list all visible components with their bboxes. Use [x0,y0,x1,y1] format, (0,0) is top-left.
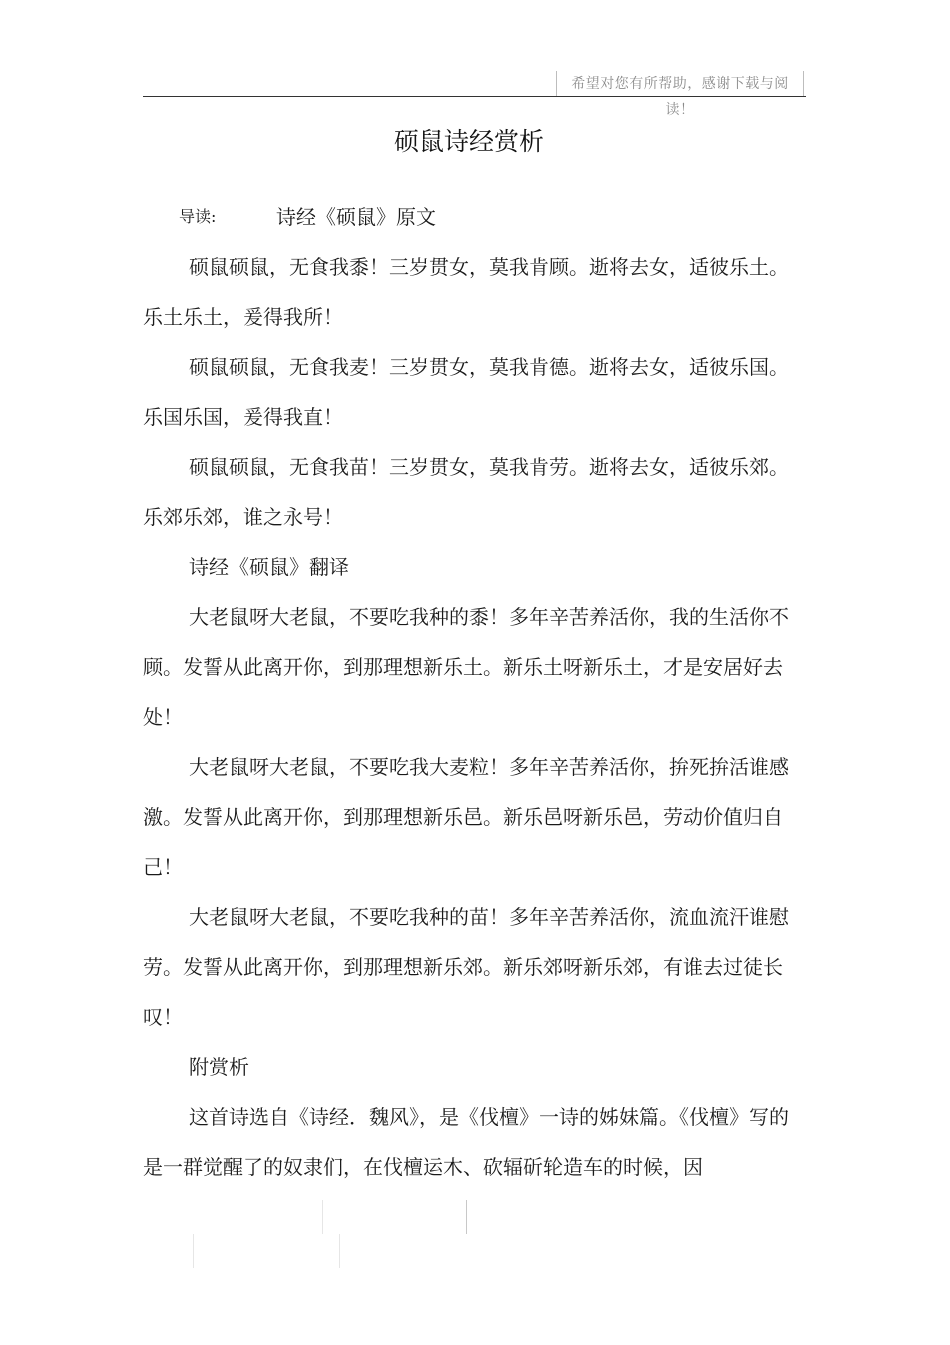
translation-stanza-2: 大老鼠呀大老鼠，不要吃我大麦粒！多年辛苦养活你，拚死拚活谁感激。发誓从此离开你，到那理想新乐邑。新乐邑呀新乐邑，劳动价值归自己！ [143,755,789,879]
translation-stanza-1: 大老鼠呀大老鼠，不要吃我种的黍！多年辛苦养活你，我的生活你不顾。发誓从此离开你，到那理想新乐土。新乐土呀新乐土，才是安居好去处！ [143,605,789,729]
scan-artifact-line [339,1234,340,1268]
scan-artifact-line [322,1200,323,1234]
header-rule [143,96,806,97]
lead-label: 导读: [179,207,217,226]
appreciation-paragraph: 这首诗选自《诗经．魏风》，是《伐檀》一诗的姊妹篇。《伐檀》写的是一群觉醒了的奴隶们，在伐檀运木、砍辐斫轮造车的时候，因 [143,1105,789,1179]
poem-stanza-1: 硕鼠硕鼠，无食我黍！三岁贯女，莫我肯顾。逝将去女，适彼乐土。乐土乐土，爰得我所！ [143,255,789,329]
appreciation-heading: 附赏析 [189,1055,249,1079]
translation-heading: 诗经《硕鼠》翻译 [189,555,349,579]
poem-stanza-2: 硕鼠硕鼠，无食我麦！三岁贯女，莫我肯德。逝将去女，适彼乐国。乐国乐国，爰得我直！ [143,355,789,429]
translation-stanza-3: 大老鼠呀大老鼠，不要吃我种的苗！多年辛苦养活你，流血流汗谁慰劳。发誓从此离开你，到那理想新乐郊。新乐郊呀新乐郊，有谁去过徒长叹！ [143,905,789,1029]
document-title: 硕鼠诗经赏析 [393,127,544,156]
scan-artifact-line [466,1200,467,1234]
lead-text: 诗经《硕鼠》原文 [276,205,436,229]
scan-artifact-line [193,1234,194,1268]
lead-line [143,192,798,242]
poem-stanza-3: 硕鼠硕鼠，无食我苗！三岁贯女，莫我肯劳。逝将去女，适彼乐郊。乐郊乐郊，谁之永号！ [143,455,789,529]
header-note: 希望对您有所帮助，感谢下载与阅读！ [556,71,804,97]
document-body [143,192,798,1192]
